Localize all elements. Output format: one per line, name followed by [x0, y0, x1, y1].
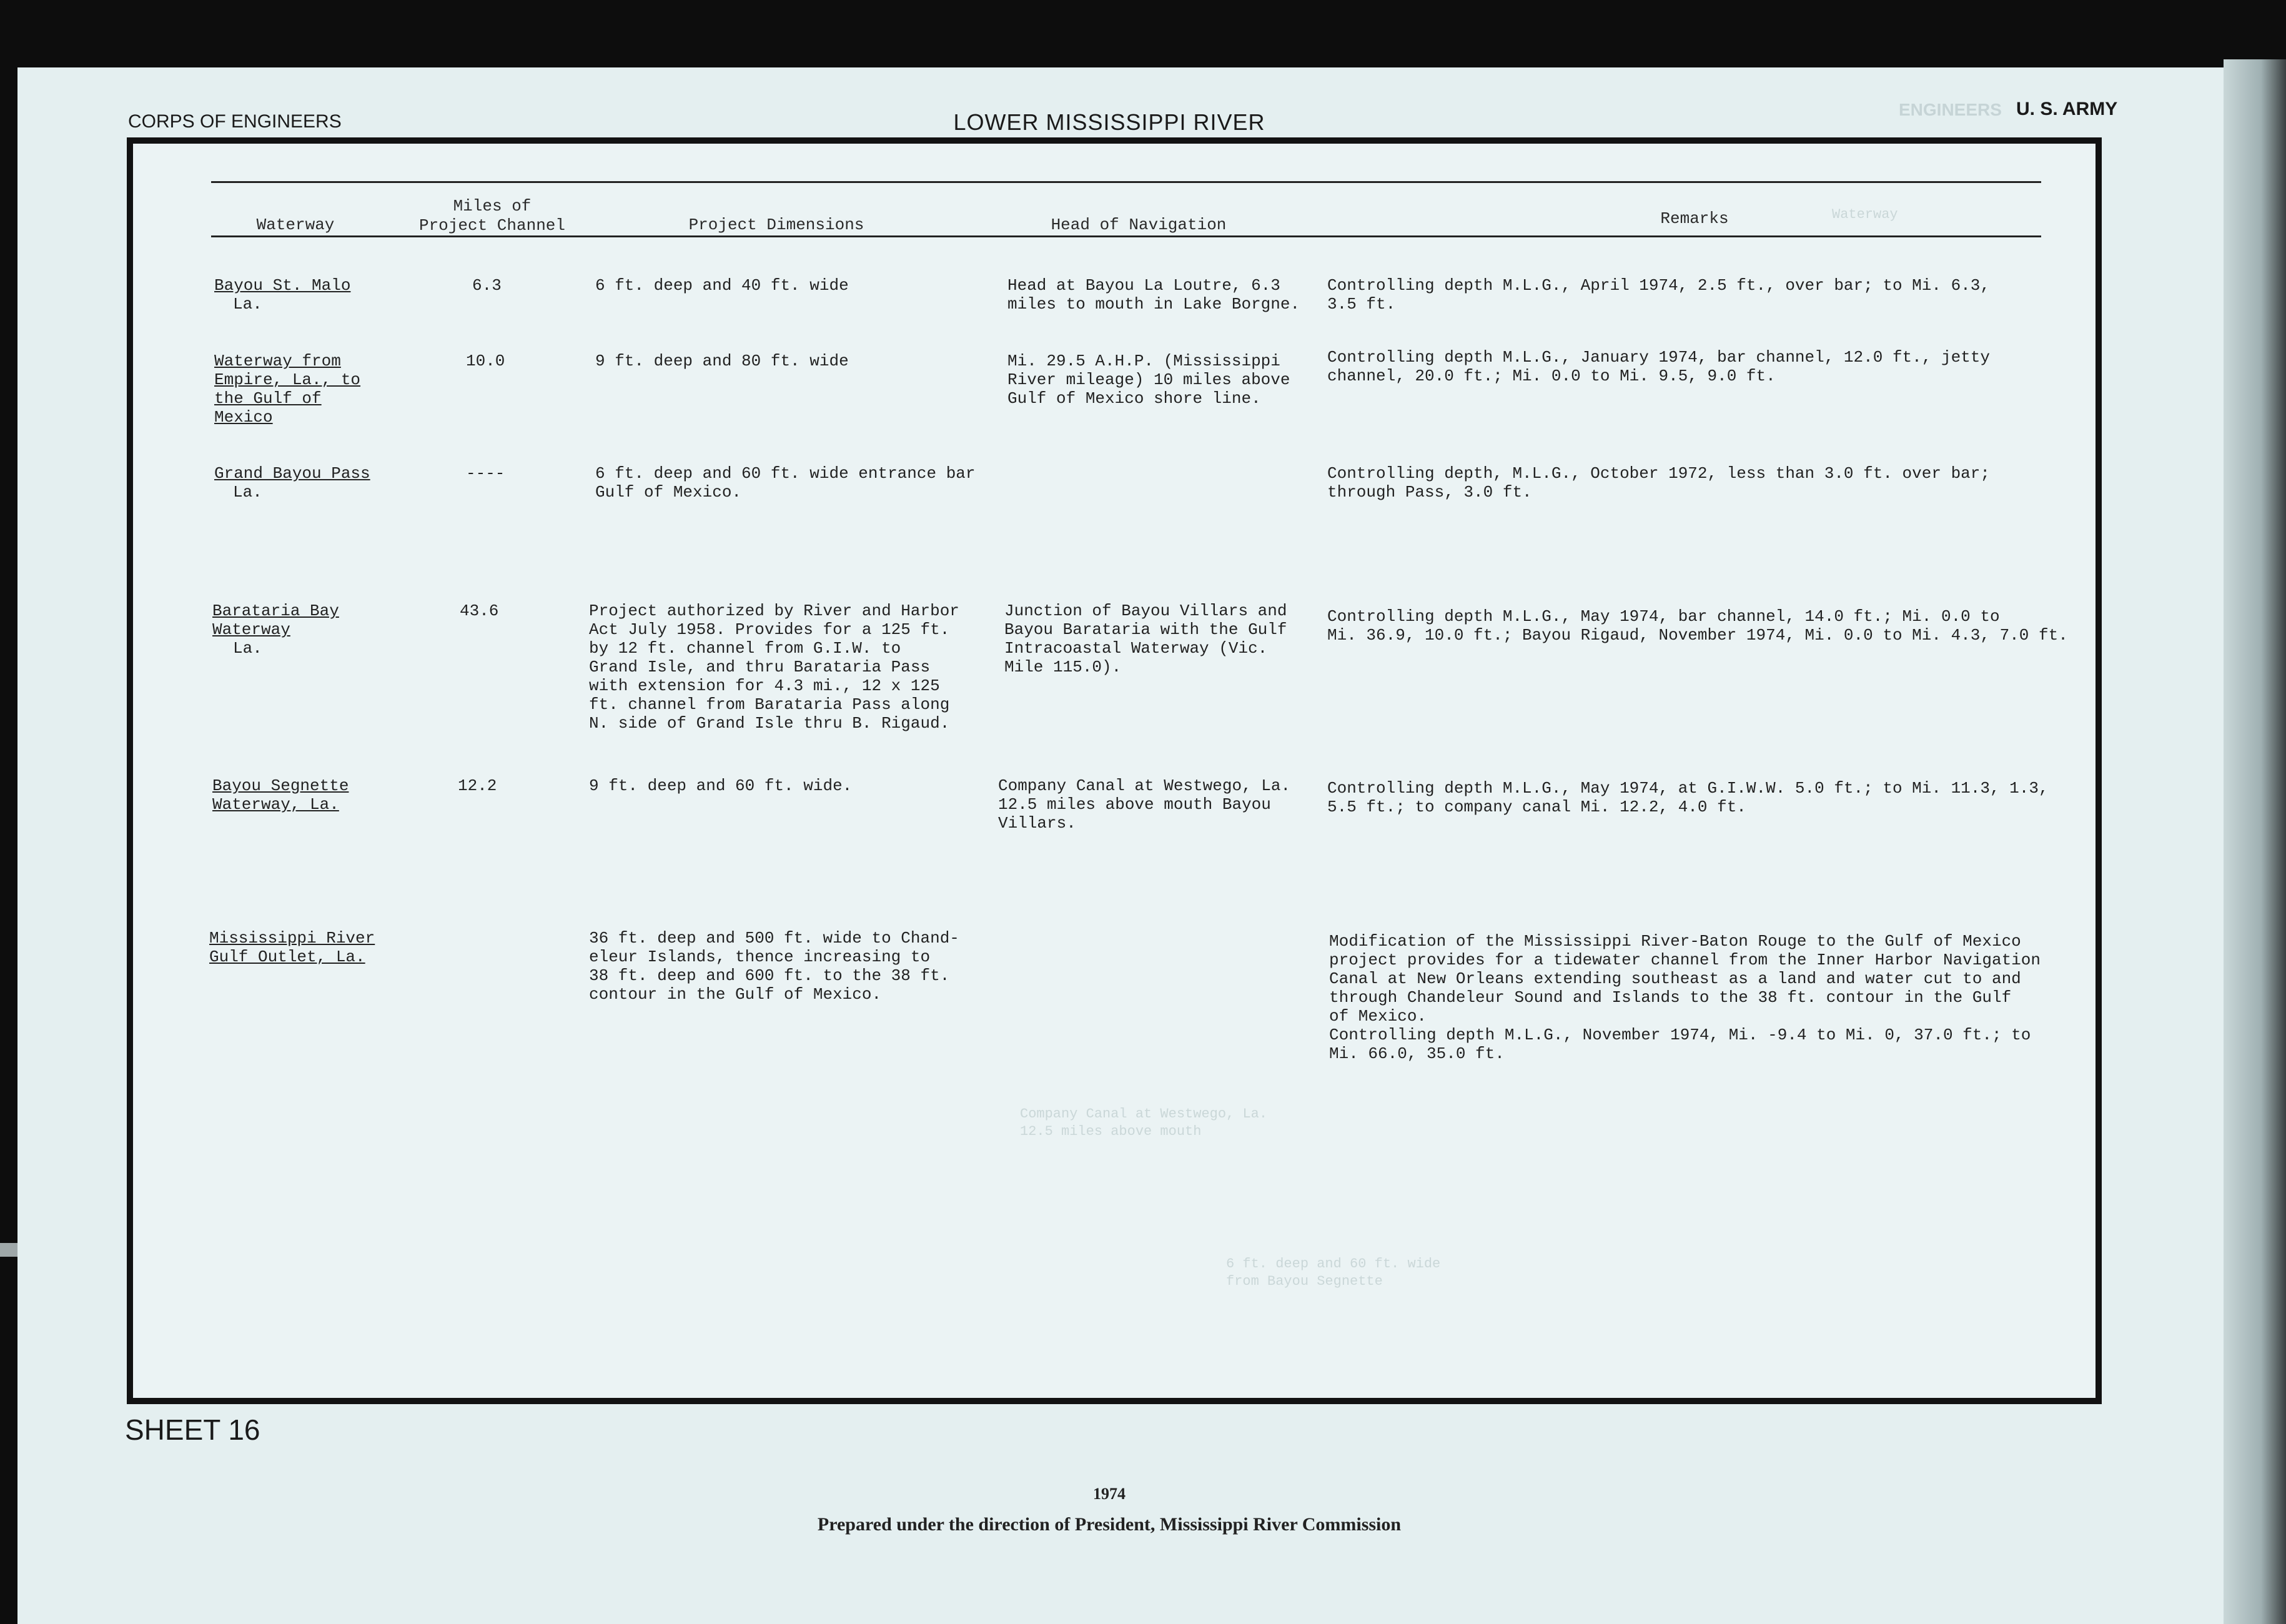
row-dimensions: Project authorized by River and Harbor Act July 1958. Provides for a 125 ft. by 12 ft. channel from G.I.W. to Grand Isle, and thru Barataria Pass with extension for 4.3 mi., 12 x 125 ft. channel from Barataria Pass along N. side of Grand Isle thru B. Rigaud. — [589, 602, 959, 733]
row-remarks: Controlling depth, M.L.G., October 1972, less than 3.0 ft. over bar; through Pass, 3.0 ft. — [1327, 464, 1990, 502]
row-remarks: Controlling depth M.L.G., April 1974, 2.5 ft., over bar; to Mi. 6.3, 3.5 ft. — [1327, 276, 1990, 314]
sheet-number: SHEET 16 — [125, 1414, 260, 1446]
row-head: Head at Bayou La Loutre, 6.3 miles to mouth in Lake Borgne. — [1007, 276, 1300, 314]
row-miles: 10.0 — [466, 352, 505, 370]
col-remarks: Remarks — [1660, 209, 1729, 228]
footer-year: 1974 — [1093, 1485, 1126, 1503]
top-rule — [211, 181, 2041, 183]
col-miles — [398, 197, 586, 235]
row-remarks: Controlling depth M.L.G., May 1974, bar channel, 14.0 ft.; Mi. 0.0 to Mi. 36.9, 10.0 ft.; Bayou Rigaud, November 1974, Mi. 0.0 to Mi. 4.3, 7.0 ft. — [1327, 607, 2068, 645]
show-through-block: 6 ft. deep and 60 ft. wide from Bayou Segnette — [1226, 1256, 1441, 1289]
row-dimensions: 6 ft. deep and 40 ft. wide — [595, 276, 849, 295]
row-state: La. — [233, 295, 262, 314]
footer-prepared: Prepared under the direction of President, Mississippi River Commission — [817, 1514, 1402, 1535]
row-remarks: Controlling depth M.L.G., January 1974, bar channel, 12.0 ft., jetty channel, 20.0 ft.; Mi. 0.0 to Mi. 9.5, 9.0 ft. — [1327, 348, 1990, 385]
row-miles: 12.2 — [458, 776, 497, 795]
row-miles: ---- — [466, 464, 505, 483]
row-waterway: Bayou St. Malo — [214, 276, 351, 295]
show-through-text: ENGINEERS — [1899, 100, 2002, 119]
scan-edge-mark — [0, 1243, 19, 1257]
row-waterway: Waterway from Empire, La., to the Gulf of Mexico — [214, 352, 361, 427]
header-rule — [211, 235, 2041, 237]
page-curl — [2224, 59, 2286, 1624]
row-dimensions: 36 ft. deep and 500 ft. wide to Chand- eleur Islands, thence increasing to 38 ft. deep and 600 ft. to the 38 ft. contour in the Gulf of Mexico. — [589, 929, 959, 1004]
row-dimensions: 9 ft. deep and 60 ft. wide. — [589, 776, 853, 795]
row-state: La. — [233, 639, 262, 658]
header-title: LOWER MISSISSIPPI RIVER — [953, 109, 1265, 135]
row-head: Company Canal at Westwego, La. 12.5 miles above mouth Bayou Villars. — [998, 776, 1291, 833]
row-miles: 43.6 — [460, 602, 499, 620]
col-waterway: Waterway — [256, 215, 335, 234]
row-remarks: Modification of the Mississippi River-Baton Rouge to the Gulf of Mexico project provides for a tidewater channel from the Inner Harbor Navigation Canal at New Orleans extending southeast as a land and water cut to and through Chandeleur Sound and Islands to the 38 ft. contour in the Gulf of Mexico. Controlling depth M.L.G., November 1974, Mi. -9.4 to Mi. 0, 37.0 ft.; to Mi. 66.0, 35.0 ft. — [1329, 932, 2041, 1063]
table-frame — [127, 137, 2102, 1404]
row-state: La. — [233, 483, 262, 502]
header-right: U. S. ARMY — [2016, 99, 2118, 119]
row-miles: 6.3 — [472, 276, 502, 295]
col-dimensions: Project Dimensions — [688, 215, 864, 234]
show-through-block: Company Canal at Westwego, La. 12.5 miles above mouth — [1020, 1106, 1268, 1139]
show-through-block: Waterway — [1832, 207, 1898, 222]
row-waterway: Mississippi River Gulf Outlet, La. — [209, 929, 375, 966]
row-waterway: Grand Bayou Pass — [214, 464, 370, 483]
row-waterway: Bayou Segnette Waterway, La. — [212, 776, 349, 814]
row-head: Mi. 29.5 A.H.P. (Mississippi River mileage) 10 miles above Gulf of Mexico shore line. — [1007, 352, 1290, 408]
row-waterway: Barataria Bay Waterway — [212, 602, 339, 639]
col-head: Head of Navigation — [1051, 215, 1227, 234]
row-head: Junction of Bayou Villars and Bayou Barataria with the Gulf Intracoastal Waterway (Vic. Mile 115.0). — [1004, 602, 1287, 676]
col-miles-label: Miles of Project Channel — [418, 197, 566, 235]
row-dimensions: 9 ft. deep and 80 ft. wide — [595, 352, 849, 370]
row-dimensions: 6 ft. deep and 60 ft. wide entrance bar Gulf of Mexico. — [595, 464, 976, 502]
header-left: CORPS OF ENGINEERS — [128, 111, 342, 132]
row-remarks: Controlling depth M.L.G., May 1974, at G.I.W.W. 5.0 ft.; to Mi. 11.3, 1.3, 5.5 ft.; to company canal Mi. 12.2, 4.0 ft. — [1327, 779, 2049, 816]
